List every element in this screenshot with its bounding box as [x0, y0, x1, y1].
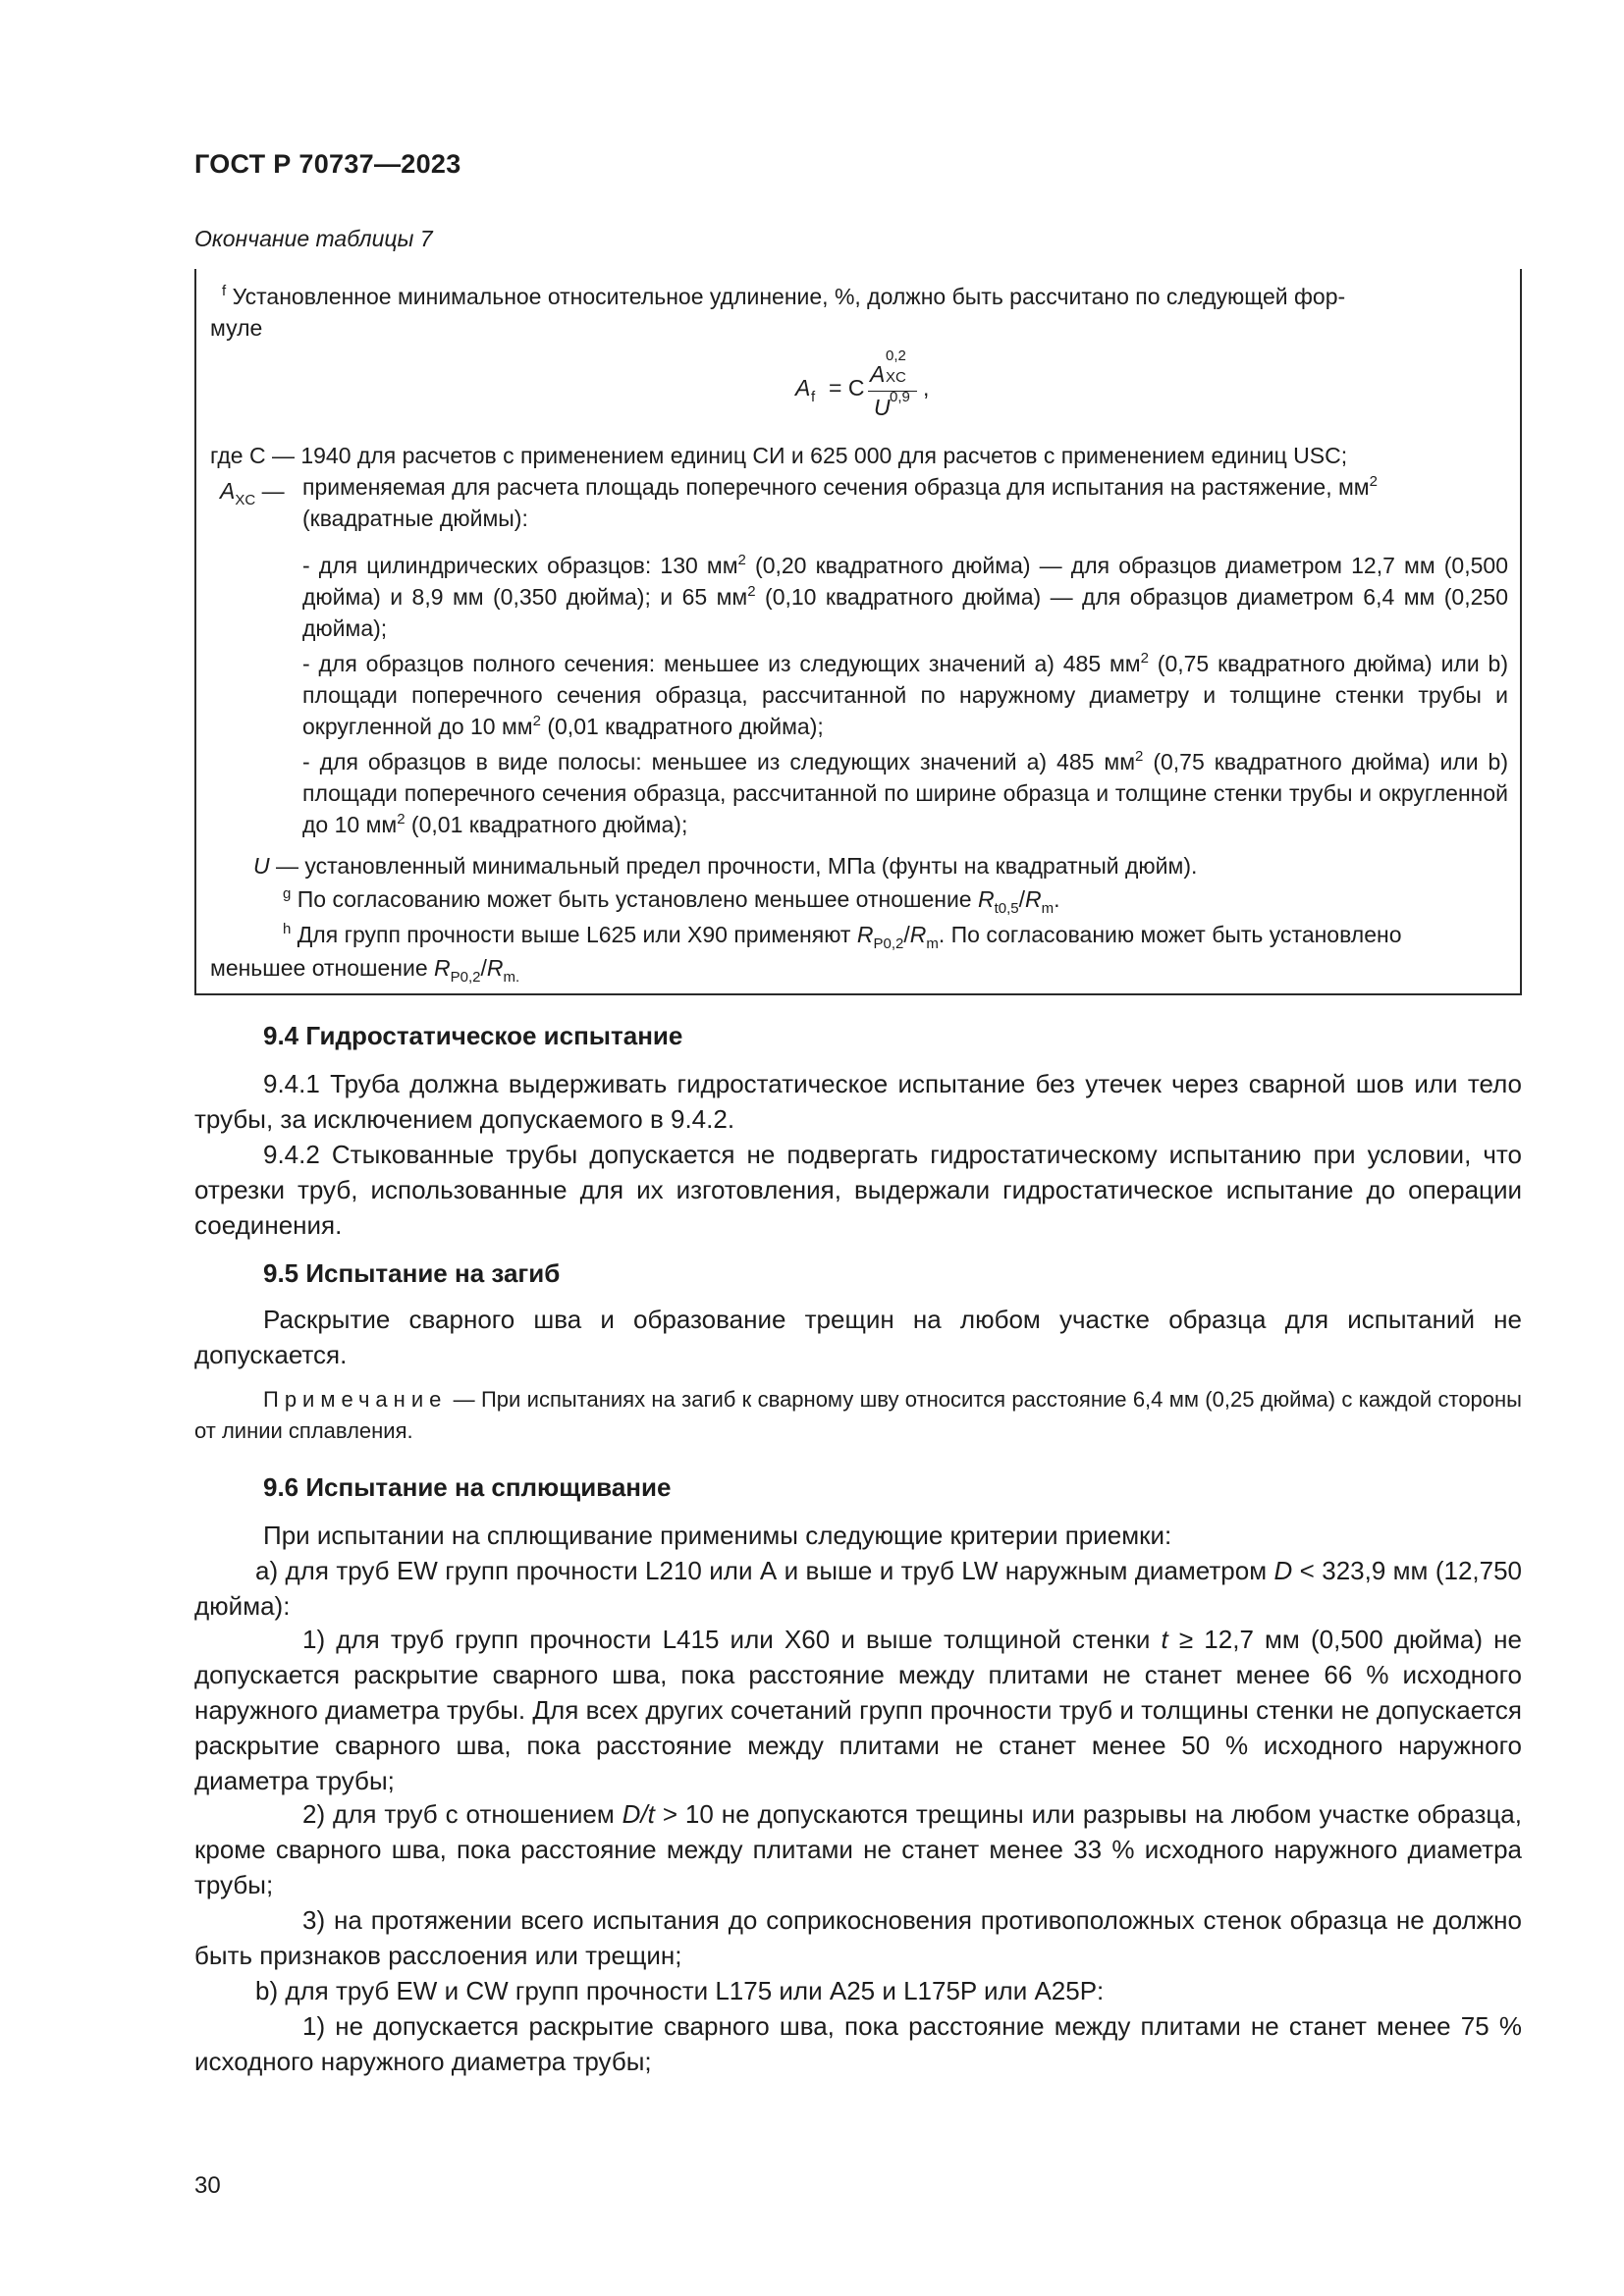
document-header: ГОСТ Р 70737—2023	[194, 149, 461, 179]
elongation-formula: A f = C A 0,2 XC U 0,9 ,	[795, 347, 930, 420]
paragraph-9-4-2: 9.4.2 Стыкованные трубы допускается не подвергать гидростатическому испытанию при условии, что отрезки труб, использованные для их изготовления, выдержали гидростатическое испытание до операции соединения.	[194, 1140, 1522, 1240]
page-number: 30	[194, 2172, 221, 2199]
section-9-4-title: 9.4 Гидростатическое испытание	[263, 1021, 683, 1050]
paragraph-9-6-b1: 1) не допускается раскрытие сварного шва, пока расстояние между плитами не станет менее 75 % исходного наружного диаметра трубы;	[194, 2011, 1522, 2076]
definition-axc-line2: (квадратные дюймы):	[302, 506, 528, 531]
definition-u: U — установленный минимальный предел прочности, МПа (фунты на квадратный дюйм).	[253, 853, 1198, 879]
paragraph-9-6-a3: 3) на протяжении всего испытания до соприкосновения противоположных стенок образца не должно быть признаков расслоения или трещин;	[194, 1905, 1522, 1970]
axc-item-cylindrical: - для цилиндрических образцов: 130 $мм^2$ (0,20 квадратного дюйма) — для образцов диаметром 12,7 мм (0,500 дюйма) и 8,9 мм (0,350 дюйма); и 65 $мм^2$ (0,10 квадратного дюйма) — для образцов диаметром 6,4 мм (0,250 дюйма);	[302, 552, 1508, 641]
axc-item-full-section: - для образцов полного сечения: меньшее из следующих значений a) 485 $мм^2$ (0,75 квадратного дюйма) или b) площади поперечного сечения образца, рассчитанной по наружному диаметру и толщине стенки трубы и округленной до 10 $мм^2$ (0,01 квадратного дюйма);	[302, 650, 1508, 739]
paragraph-9-4-1: 9.4.1 Труба должна выдерживать гидростатическое испытание без утечек через сварной шов или тело трубы, за исключением допускаемого в 9.4.2.	[194, 1069, 1522, 1134]
paragraph-9-6-intro: При испытании на сплющивание применимы следующие критерии приемки:	[263, 1521, 1172, 1550]
paragraph-9-6-b: b) для труб EW и CW групп прочности L175 или А25 и L175P или А25P:	[255, 1976, 1105, 2005]
table-footnotes-box	[194, 269, 1522, 995]
paragraph-9-5: Раскрытие сварного шва и образование трещин на любом участке образца для испытаний не допускается.	[194, 1305, 1522, 1369]
paragraph-9-6-a2: 2) для труб с отношением D/t > 10 не допускаются трещины или разрывы на любом участке образца, кроме сварного шва, пока расстояние между плитами не станет менее 33 % исходного наружного диаметра трубы;	[194, 1799, 1522, 1899]
paragraph-9-6-a: а) для труб EW групп прочности L210 или А и выше и труб LW наружным диаметром D < 323,9 мм (12,750 дюйма):	[194, 1556, 1523, 1621]
axc-item-strip: - для образцов в виде полосы: меньшее из следующих значений a) 485 $мм^2$ (0,75 квадратного дюйма) или b) площади поперечного сечения образца, рассчитанной по ширине образца и толщине стенки трубы и округленной до 10 $мм^2$ (0,01 квадратного дюйма);	[302, 748, 1508, 837]
paragraph-9-6-a1: 1) для труб групп прочности L415 или Х60 и выше толщиной стенки t ≥ 12,7 мм (0,500 дюйма) не допускается раскрытие сварного шва, пока расстояние между плитами не станет менее 66 % исходного наружного диаметра трубы. Для всех других сочетаний групп прочности труб и толщины стенки не допускается раскрытие сварного шва, пока расстояние между плитами не станет менее 50 % исходного наружного диаметра трубы;	[194, 1625, 1522, 1795]
footnote-f-line1: $^f$ Установленное минимальное относительное удлинение, %, должно быть рассчитано по следующей фор-	[222, 283, 1346, 309]
section-9-6-title: 9.6 Испытание на сплющивание	[263, 1472, 672, 1502]
footnote-g: $^g$ По согласованию может быть установлено меньшее отношение $R_{t0,5}/R_m$.	[283, 885, 1060, 917]
section-9-5-title: 9.5 Испытание на загиб	[263, 1258, 561, 1288]
note-9-5: Примечание — При испытаниях на загиб к сварному шву относится расстояние 6,4 мм (0,25 дюйма) с каждой стороны от линии сплавления.	[194, 1387, 1522, 1443]
footnote-h-line1: $^h$ Для групп прочности выше L625 или Х90 применяют $R_{P0,2}/R_m$. По согласованию может быть установлено	[283, 921, 1402, 952]
table-caption: Окончание таблицы 7	[194, 226, 433, 251]
footnote-f-line2: муле	[210, 315, 263, 341]
definition-c: где С — 1940 для расчетов с применением единиц СИ и 625 000 для расчетов с применением единиц USC;	[210, 443, 1348, 468]
footnote-h-line2: меньшее отношение $R_{P0,2}/R_{m.}$	[210, 955, 520, 986]
definition-axc-symbol: $A_{XC}$ —	[220, 478, 285, 508]
definition-axc-line1: применяемая для расчета площадь поперечного сечения образца для испытания на растяжение, $мм^2$	[302, 473, 1378, 500]
